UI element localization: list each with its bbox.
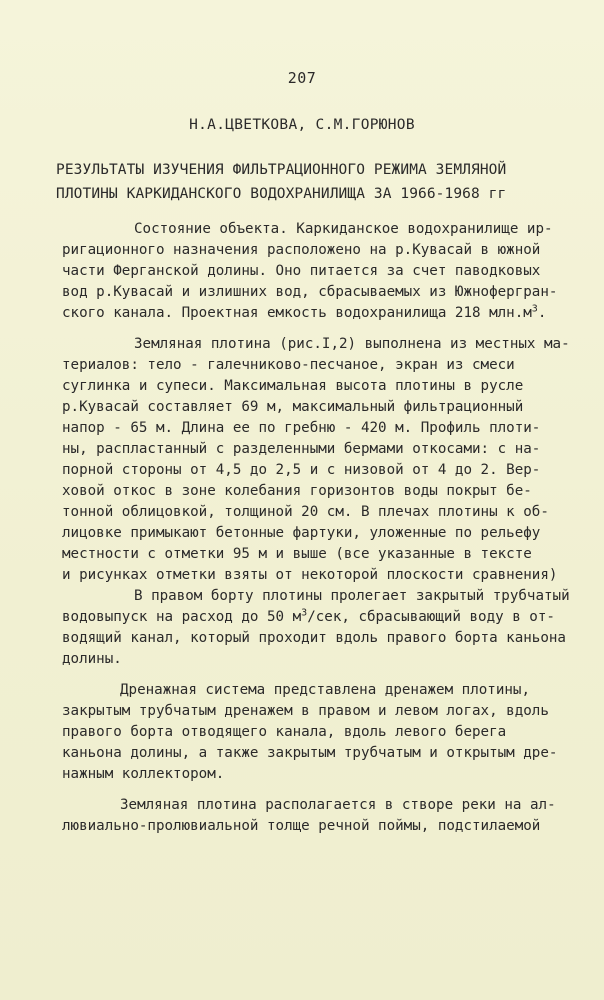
authors: Н.А.ЦВЕТКОВА, С.М.ГОРЮНОВ xyxy=(189,117,415,133)
text-line: лювиально-пролювиальной толще речной поймы, подстилаемой xyxy=(62,818,541,834)
text-line: части Ферганской долины. Оно питается за счет паводковых xyxy=(62,263,541,279)
text-line: порной стороны от 4,5 до 2,5 и с низовой от 4 до 2. Вер- xyxy=(62,462,541,478)
text-line: водящий канал, который проходит вдоль правого борта каньона xyxy=(62,630,566,646)
text-line: суглинка и супеси. Максимальная высота плотины в русле xyxy=(62,378,524,394)
body-text xyxy=(62,219,592,837)
text-line: Земляная плотина располагается в створе реки на ал- xyxy=(120,797,556,813)
text-line: тонной облицовкой, толщиной 20 см. В плечах плотины к об- xyxy=(62,504,549,520)
text-line: нажным коллектором. xyxy=(62,766,225,782)
title-line: ПЛОТИНЫ КАРКИДАНСКОГО ВОДОХРАНИЛИЩА ЗА 1966-1968 гг xyxy=(56,186,507,202)
text-line: напор - 65 м. Длина ее по гребню - 420 м. Профиль плоти- xyxy=(62,420,541,436)
text-line: каньона долины, а также закрытым трубчатым и открытым дре- xyxy=(62,745,558,761)
text-segment: водовыпуск на расход до 50 м xyxy=(62,609,302,625)
text-line: Земляная плотина (рис.I,2) выполнена из местных ма- xyxy=(134,336,570,352)
superscript: 3 xyxy=(301,607,308,619)
text-line: В правом борту плотины пролегает закрытый трубчатый xyxy=(134,588,570,604)
title-line: РЕЗУЛЬТАТЫ ИЗУЧЕНИЯ ФИЛЬТРАЦИОННОГО РЕЖИМА ЗЕМЛЯНОЙ xyxy=(56,162,507,178)
text-line: долины. xyxy=(62,651,122,667)
text-line: ховой откос в зоне колебания горизонтов воды покрыт бе- xyxy=(62,483,532,499)
text-line: правого борта отводящего канала, вдоль левого берега xyxy=(62,724,507,740)
text-line: р.Кувасай составляет 69 м, максимальный фильтрационный xyxy=(62,399,524,415)
text-line: ны, распластанный с разделенными бермами откосами: с на- xyxy=(62,441,541,457)
text-line: ригационного назначения расположено на р.Кувасай в южной xyxy=(62,242,541,258)
text-line: местности с отметки 95 м и выше (все указанные в тексте xyxy=(62,546,532,562)
text-line: териалов: тело - галечниково-песчаное, экран из смеси xyxy=(62,357,515,373)
superscript: 3 xyxy=(531,303,538,315)
text-line: вод р.Кувасай и излишних вод, сбрасываемых из Южнофергран- xyxy=(62,284,558,300)
text-line: лицовке примыкают бетонные фартуки, уложенные по рельефу xyxy=(62,525,541,541)
text-line xyxy=(62,607,592,628)
text-line: Дренажная система представлена дренажем плотины, xyxy=(120,682,530,698)
text-line: закрытым трубчатым дренажем в правом и левом логах, вдоль xyxy=(62,703,549,719)
text-line: ского канала. Проектная емкость водохранилища 218 $млн.м^3$. xyxy=(62,303,547,321)
text-line: Состояние объекта. Каркиданское водохранилище ир- xyxy=(134,221,553,237)
text-segment: ского канала. Проектная емкость водохранилища 218 млн.м xyxy=(62,305,532,321)
text-line: и рисунках отметки взяты от некоторой плоскости сравнения) xyxy=(62,567,558,583)
text-segment: /сек, сбрасывающий воду в от- xyxy=(307,609,555,625)
article-title xyxy=(56,158,576,206)
page-number: 207 xyxy=(287,69,317,87)
